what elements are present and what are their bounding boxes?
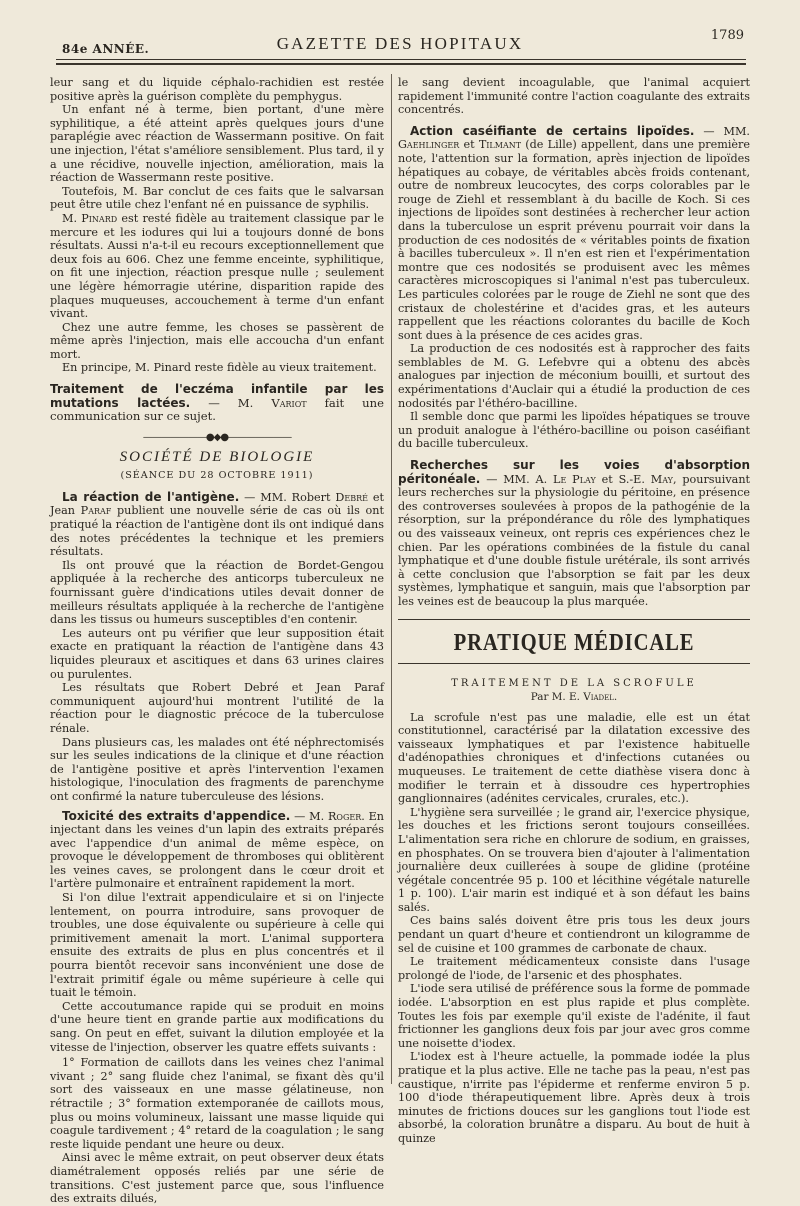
paragraph: Un enfant né à terme, bien portant, d'une mère syphilitique, a été atteint après quelques jours d'une paraplégie avec réaction de Wassermann positive. On fait une injection, l'état s'améliore sensiblement. Plus tard, il y a une récidive, nouvelle injection, amélioration, mais la réaction de Wassermann reste positive. [50,103,384,185]
text-fragment: publient une nouvelle série de cas où ils ont pratiqué la réaction de l'antigène dont ils ont indiqué dans des notes précédentes la technique et les premiers résultats. [50,504,384,559]
text-fragment: — MM. [694,124,750,138]
text-fragment: (de Lille) appellent, dans une première note, l'attention sur la formation, après injection de lipoïdes hépatiques au cobaye, de véritables abcès froids contenant, outre de nombreux leucocytes, des corps colorables par le rouge de Ziehl et ressemblant à du bacille de Koch. Si ces injections de lipoïdes sont destinées à rechercher leur action dans la tuberculose un esprit prévenu pourrait voir dans la production de ces nodosités de « véritables points de fixation à bacilles tuberculeux ». Il n'en est rien et l'expérimentation montre que ces nodosités se produisent avec les mêmes caractères microscopiques si l'animal n'est pas tuberculeux. Les particules colorées par le rouge de Ziehl ne sont que des cristaux de cholestérine et d'acides gras, et les auteurs rappellent que les réactions colorantes du bacille de Koch sont dues à la présence de ces acides gras. [398,138,750,342]
toxicite-section [50,810,384,892]
voies-section [398,459,750,609]
author-name: Paraf [80,504,112,518]
text-fragment: — M. [290,809,328,823]
header-rule-top [56,59,746,60]
author-name: Viadel [583,690,614,703]
text-fragment: . [613,690,618,703]
paragraph: leur sang et du liquide céphalo-rachidien est restée positive après la guérison complète du pemphygus. [50,76,384,103]
section-heading: Toxicité des extraits d'appendice. [62,808,291,823]
paragraph: Dans plusieurs cas, les malades ont été néphrectomisés sur les seules indications de la clinique et d'une réaction de l'antigène positive et après l'intervention l'examen histologique, l'inoculation des fragments de parenchyme ont confirmé la nature tuberculeuse des lésions. [50,735,384,803]
text-fragment: — MM. Robert [239,490,336,504]
paragraph: Toutefois, M. Bar conclut de ces faits que le salvarsan peut être utile chez l'enfant né en puissance de syphilis. [50,184,384,212]
paragraph: le sang devient incoagulable, que l'animal acquiert rapidement l'immunité contre l'action coagulante des extraits concentrés. [398,76,750,117]
section-heading: Recherches sur les voies d'absorption péritonéale. [398,458,750,486]
text-fragment: et S.-E. [595,472,651,486]
paragraph: Ainsi avec le même extrait, on peut observer deux états diamétralement opposés reliés par une série de transitions. C'est justement parce que, sous l'influence des extraits dilués, [50,1151,384,1206]
section-ornament: ———————●◆●——————— [142,431,292,443]
author-name: May [650,472,673,486]
paragraph: L'iode sera utilisé de préférence sous la forme de pommade iodée. L'absorption en est plus rapide et plus complète. Toutes les fois par exemple qu'il existe de l'adénite, il faut frictionner les ganglions deux fois par jour avec gros comme une noisette d'iodex. [398,982,750,1050]
year-label: 84e ANNÉE. [62,42,150,56]
paragraph: L'iodex est à l'heure actuelle, la pommade iodée la plus pratique et la plus active. Elle ne tache pas la peau, n'est pas caustique, n'irrite pas l'épiderme et renferme environ 5 p. 100 d'iode thérapeutiquement libre. Après deux à trois minutes de frictions douces sur les ganglions tout l'iode est absorbé, la coloration brunâtre a disparu. Au bout de huit à quinze [398,1050,750,1145]
society-title: SOCIÉTÉ DE BIOLOGIE [119,448,315,465]
lipoides-section [398,125,750,343]
numbered-list: 1° Formation de caillots dans les veines chez l'animal vivant ; 2° sang fluide chez l'animal, se fixant dès qu'il sort des vaisseaux en une masse gélatineuse, non rétractile ; 3° formation extemporanée de caillots mous, plus ou moins volumineux, laissant une masse liquide qui coagule tardivement ; 4° retard de la coagulation ; le sang reste liquide pendant une heure ou deux. [50,1056,384,1151]
header-rule-bottom [56,63,746,65]
paragraph: Ils ont prouvé que la réaction de Bordet-Gengou appliquée à la recherche des anticorps tuberculeux ne fournissant guère d'indications utiles devait donner de meilleurs résultats appliquée à la recherche de l'antigène dans les tissus ou humeurs susceptibles d'en contenir. [50,558,384,627]
article-byline [398,691,750,703]
pratique-title: PRATIQUE MÉDICALE [453,629,695,656]
paragraph-text: est resté fidèle au traitement classique par le mercure et les iodures qui lui a toujours donné de bons résultats. Aussi n'a-t-il eu recours exceptionnellement que deux fois au 606. Chez une femme enceinte, syphilitique, on fit une injection, réaction presque nulle ; seulement une légère hémorragie utérine, disparition rapide des plaques muqueuses, accouchement à terme d'un enfant vivant. [50,211,384,321]
author-name: Le Play [553,472,596,486]
author-name: Gaehlinger [398,138,460,152]
antigene-section [50,491,384,559]
paragraph: La scrofule n'est pas une maladie, elle est un état constitutionnel, caractérisé par la dilatation excessive des vaisseaux lymphatiques et par l'existence habituelle d'adénopathies chroniques et d'infections cutanées ou muqueuses. Le traitement de cette diathèse visera donc à modifier le terrain et à dissoudre ces hypertrophies ganglionnaires (adénites cervicales, crurales, etc.). [398,710,750,806]
paragraph [50,212,384,321]
paragraph: Si l'on dilue l'extrait appendiculaire et si on l'injecte lentement, on pourra introduire, sans provoquer de troubles, une dose équivalente ou supérieure à celle qui primitivement amenait la mort. L'animal supportera ensuite des extraits de plus en plus concentrés et il pourra bientôt recevoir sans inconvénient une dose de l'extrait primitif égale ou même supérieure à celle qui tuait le témoin. [50,891,384,1000]
paragraph: Le traitement médicamenteux consiste dans l'usage prolongé de l'iode, de l'arsenic et des phosphates. [398,955,750,982]
eczema-section [50,383,384,424]
text-fragment: — MM. A. [480,472,554,486]
paragraph: Les auteurs ont pu vérifier que leur supposition était exacte en pratiquant la réaction de l'antigène dans 43 liquides pleuraux et ascitiques et dans 63 urines claires ou purulentes. [50,626,384,681]
column-divider [391,74,392,1084]
text-fragment: — M. [190,395,272,410]
author-name: M. Pinard [62,211,118,225]
text-fragment: fait une communication sur ce sujet. [50,395,384,424]
author-name: Roger [328,809,362,823]
paragraph: Ces bains salés doivent être pris tous les deux jours pendant un quart d'heure et contiendront un kilogramme de sel de cuisine et 100 grammes de carbonate de chaux. [398,914,750,955]
text-fragment: Par M. E. [530,690,584,703]
section-rule [398,619,750,620]
paragraph: Les résultats que Robert Debré et Jean Paraf communiquent aujourd'hui montrent l'utilité de la réaction pour le diagnostic précoce de la tuberculose rénale. [50,681,384,735]
right-column [398,76,750,1146]
text-fragment: . En injectant dans les veines d'un lapin des extraits préparés avec l'appendice d'un animal de même espèce, on provoque le développement de thromboses qui oblitèrent les veines caves, se prolongent dans le cœur droit et l'artère pulmonaire et entraînent rapidement la mort. [50,809,384,891]
journal-title: GAZETTE DES HOPITAUX [276,34,524,53]
section-heading: La réaction de l'antigène. [62,489,240,504]
author-name: Debré [335,490,368,504]
paragraph: L'hygiène sera surveillée ; le grand air, l'exercice physique, les douches et les frictions seront toujours conseillées. L'alimentation sera riche en chlorure de sodium, en graisses, en phosphates. On se trouvera bien d'ajouter à l'alimentation journalière deux cuillerées à soupe de glidine (protéine végétale concentrée 95 p. 100 et lécithine végétale naturelle 1 p. 100). L'air marin est indiqué et à son défaut les bains salés. [398,805,750,914]
society-subtitle: (SÉANCE DU 28 OCTOBRE 1911) [120,469,314,481]
section-heading: Action caséifiante de certains lipoïdes. [410,123,695,138]
article-title: TRAITEMENT DE LA SCROFULE [451,677,697,689]
paragraph: La production de ces nodosités est à rapprocher des faits semblables de M. G. Lefebvre qui a obtenu des abcès analogues par injection de méconium bouilli, et surtout des expérimentations d'Auclair qui a étudié la production de ces nodosités par l'éthéro-bacilline. [398,342,750,410]
author-name: Tilmant [478,138,522,152]
page-number: 1789 [710,28,744,43]
left-column [50,76,384,1206]
text-fragment: et Jean [50,490,384,518]
author-name: Variot [271,395,307,410]
paragraph: Cette accoutumance rapide qui se produit en moins d'une heure tient en grande partie aux modifications du sang. On peut en effet, suivant la dilution employée et la vitesse de l'injection, observer les quatre effets suivants : [50,999,384,1054]
paragraph: Chez une autre femme, les choses se passèrent de même après l'injection, mais elle accoucha d'un enfant mort. [50,320,384,361]
text-fragment: et [459,138,479,152]
text-fragment: , poursuivant leurs recherches sur la physiologie du péritoine, en présence des controverses soulevées à propos de la pathogénie de la résorption, sur la prépondérance du rôle des lymphatiques ou des vaisseaux veineux, ont repris ces expériences chez le chien. Par les opérations combinées de la fistule du canal lymphatique et d'une double fistule urétérale, ils sont arrivés à cette conclusion que l'absorption se fait par les deux systèmes, lymphatique et sanguin, mais que l'absorption par les veines est de beaucoup la plus marquée. [398,472,751,608]
paragraph: En principe, M. Pinard reste fidèle au vieux traitement. [62,361,377,375]
paragraph: Il semble donc que parmi les lipoïdes hépatiques se trouve un produit analogue à l'éthéro-bacilline ou poison caséifiant du bacille tuberculeux. [398,410,750,451]
section-rule [398,663,750,664]
section-heading: Traitement de l'eczéma infantile par les mutations lactées. [50,382,384,410]
